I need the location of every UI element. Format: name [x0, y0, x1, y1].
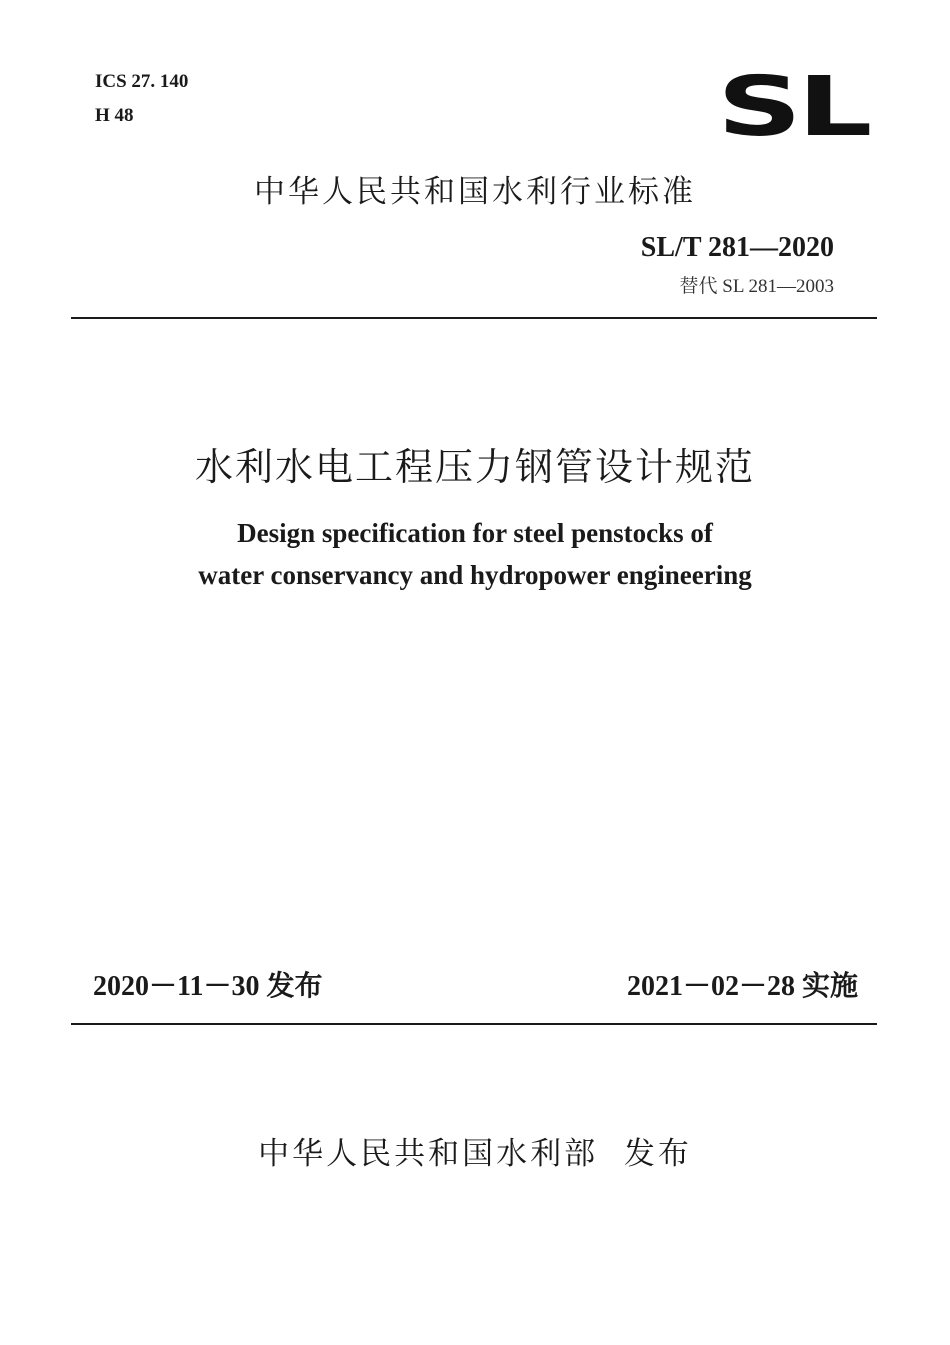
implementation-date: 2021－02－28 实施: [626, 971, 858, 1002]
standard-number: SL/T 281—2020: [640, 232, 834, 263]
sl-logo: SL: [717, 58, 868, 155]
ics-code: ICS 27. 140: [95, 71, 189, 92]
title-english-line1: Design specification for steel penstocks of: [237, 518, 713, 548]
top-divider: [71, 317, 877, 319]
standard-authority: 中华人民共和国水利行业标准: [254, 174, 696, 210]
title-chinese: 水利水电工程压力钢管设计规范: [194, 445, 755, 489]
issue-date: 2020－11－30 发布: [93, 971, 323, 1002]
replaces-standard: 替代 SL 281—2003: [679, 276, 834, 297]
publisher: 中华人民共和国水利部 发布: [258, 1136, 692, 1172]
title-english-line2: water conservancy and hydropower engineering: [198, 560, 752, 590]
ccs-code: H 48: [95, 105, 134, 126]
bottom-divider: [71, 1023, 877, 1025]
